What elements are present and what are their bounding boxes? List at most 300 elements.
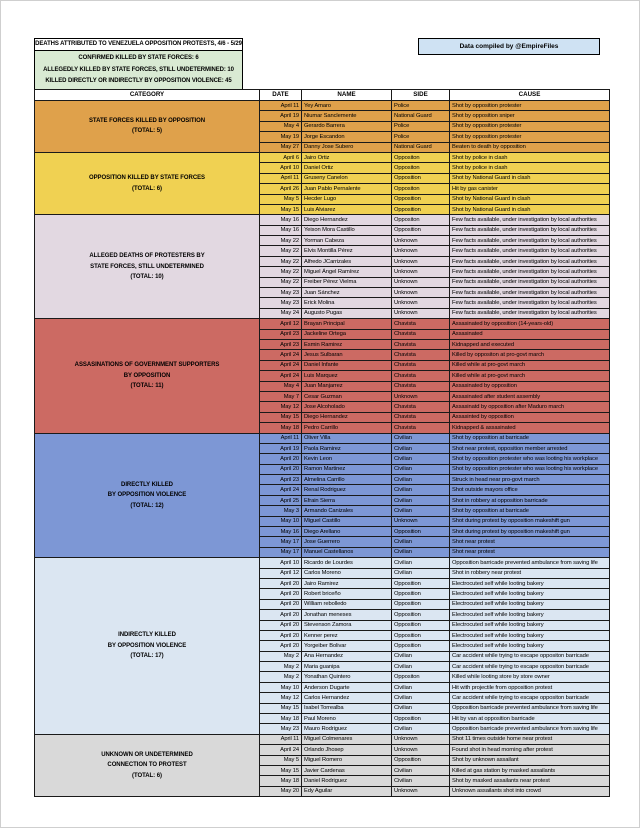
name-cell: William rebolledo [302,599,392,609]
name-cell: Luis Marquez [302,371,392,381]
side-cell: Oppositon [392,152,450,162]
name-cell: Elvis Montilla Pérez [302,246,392,256]
cause-cell: Shot outside mayors office [450,485,610,495]
cause-cell: Struck in head near pro-govt march [450,475,610,485]
category-line: UNKNOWN OR UNDETERMINED [101,751,193,758]
cause-cell: Assasinated by opposition (14-years-old) [450,319,610,329]
side-cell: National Guard [392,111,450,121]
date-cell: May 12 [260,693,302,703]
cause-cell: Shot by National Guard in clash [450,194,610,204]
category-line: (TOTAL: 10) [130,273,164,280]
category-line: (TOTAL: 11) [130,383,164,390]
cause-cell: Assasinated by opposition [450,381,610,391]
name-cell: Jonathan meneses [302,610,392,620]
cause-cell: Assasinatd by opposition after Maduro march [450,402,610,412]
cause-cell: Opposition barricade prevented ambulance from saving life [450,703,610,713]
date-cell: May 3 [260,506,302,516]
side-cell: Civilian [392,454,450,464]
side-cell: Civilian [392,443,450,453]
category-line: ASSASINATIONS OF GOVERNMENT SUPPORTERS [74,362,220,369]
date-cell: May 22 [260,236,302,246]
name-cell: Yey Amaro [302,101,392,111]
side-cell: Unknown [392,734,450,744]
cause-cell: Shot by opposition at barricade [450,433,610,443]
name-cell: Robert briceño [302,589,392,599]
date-cell: May 5 [260,755,302,765]
cause-cell: Shot by unknown assailant [450,755,610,765]
name-cell: Hecder Lugo [302,194,392,204]
side-cell: Unknown [392,256,450,266]
side-cell: Unknown [392,516,450,526]
date-cell: April 20 [260,641,302,651]
name-cell: Miguel Colmenares [302,734,392,744]
table-header [35,90,610,101]
name-cell: Carlos Moreno [302,568,392,578]
side-cell: Chavista [392,423,450,433]
cause-cell: Found shot in head morning after protest [450,745,610,755]
name-cell: Gruseny Canelon [302,173,392,183]
name-cell: Jorge Escandon [302,132,392,142]
side-cell: Chavista [392,319,450,329]
name-cell: Diego Hernandez [302,412,392,422]
side-cell: Chavista [392,381,450,391]
side-cell: Civilian [392,506,450,516]
date-cell: April 20 [260,578,302,588]
side-cell: Opposition [392,714,450,724]
date-cell: April 6 [260,152,302,162]
cause-cell: Shot by National Guard in clash [450,173,610,183]
category-line: STATE FORCES, STILL UNDETERMINED [90,263,204,270]
date-cell: April 10 [260,558,302,568]
category-line: BY OPPOSITION [123,372,171,379]
cause-cell: Shot by opposition protester [450,132,610,142]
side-cell: Unknown [392,267,450,277]
side-cell: Opposition [392,610,450,620]
date-cell: May 18 [260,776,302,786]
side-cell: Unknown [392,288,450,298]
cause-cell: Killed by oppositon at pro-govt march [450,350,610,360]
category-cell [35,101,260,153]
side-cell: Opposition [392,589,450,599]
side-cell: Chavista [392,339,450,349]
cause-cell: Few facts available, under investigation by local authorities [450,267,610,277]
category-cell [35,734,260,796]
table-header-row [35,90,610,101]
side-cell: Chavista [392,360,450,370]
stat-line-opposition-violence: KILLED DIRECTLY OR INDIRECTLY BY OPPOSITION VIOLENCE: 45 [45,78,232,84]
table-row [35,101,610,111]
side-cell: Civilian [392,537,450,547]
side-cell: Unknown [392,308,450,318]
cause-cell: Few facts available, under investigation by local authorities [450,308,610,318]
cause-cell: Electrocuted self while looting bakery [450,630,610,640]
side-cell: Opposition [392,755,450,765]
date-cell: May 23 [260,724,302,734]
cause-cell: Shot by opposition at barricade [450,506,610,516]
date-cell: May 17 [260,547,302,557]
side-cell: Civilian [392,662,450,672]
side-cell: Unknown [392,391,450,401]
name-cell: Paul Moreno [302,714,392,724]
date-cell: April 20 [260,620,302,630]
date-cell: April 24 [260,745,302,755]
name-cell: Stevenson Zamora [302,620,392,630]
cause-cell: Electrocuted self while looting bakery [450,610,610,620]
cause-cell: Assasinted by opposition [450,412,610,422]
date-cell: April 24 [260,371,302,381]
side-cell: Civilian [392,776,450,786]
name-cell: Renal Rodriguez [302,485,392,495]
side-cell: Opposition [392,225,450,235]
side-cell: Unknown [392,745,450,755]
date-cell: May 2 [260,672,302,682]
category-line: BY OPPOSITION VIOLENCE [107,492,187,499]
side-cell: Civilian [392,433,450,443]
credit-badge: Data compiled by @EmpireFiles [418,38,600,55]
cause-cell: Shot by police in clash [450,152,610,162]
category-line: (TOTAL: 5) [132,128,162,135]
cause-cell: Electrocuted self while looting bakery [450,589,610,599]
category-cell [35,433,260,558]
date-cell: May 10 [260,682,302,692]
side-cell: Civilian [392,724,450,734]
name-cell: Almelina Carrillo [302,475,392,485]
table-row [35,319,610,329]
category-line: (TOTAL: 17) [130,653,164,660]
side-cell: Civilian [392,495,450,505]
name-cell: Ana Hernandez [302,651,392,661]
name-cell: Efrain Sierra [302,495,392,505]
category-line: (TOTAL: 12) [130,502,164,509]
cause-cell: Beaten to death by opposition [450,142,610,152]
date-cell: May 24 [260,308,302,318]
category-line: (TOTAL: 6) [132,185,162,192]
side-cell: Chavista [392,329,450,339]
side-cell: Unknown [392,236,450,246]
category-line: (TOTAL: 6) [132,772,162,779]
date-cell: April 23 [260,475,302,485]
cause-cell: Car accident while trying to escape oppositon barricade [450,662,610,672]
date-cell: May 18 [260,714,302,724]
cause-cell: Killed at gas station by masked assailants [450,766,610,776]
cause-cell: Electrocuted self while looting bakery [450,620,610,630]
cause-cell: Electrocuted self while looting bakery [450,599,610,609]
date-cell: April 12 [260,319,302,329]
stat-line-confirmed: CONFIRMED KILLED BY STATE FORCES: 6 [78,55,199,61]
name-cell: Armando Canizales [302,506,392,516]
table-body [35,101,610,797]
name-cell: Yorgeiber Bolivar [302,641,392,651]
side-cell: Unknown [392,246,450,256]
date-cell: May 18 [260,423,302,433]
date-cell: May 15 [260,204,302,214]
cause-cell: Shot by opposition protester [450,121,610,131]
cause-cell: Shot by police in clash [450,163,610,173]
name-cell: Kenner perez [302,630,392,640]
name-cell: Pedro Carrillo [302,423,392,433]
name-cell: Mauro Rodriguez [302,724,392,734]
cause-cell: Unknown assailants shot into crowd [450,786,610,796]
name-cell: Niumar Sanclemente [302,111,392,121]
category-line: STATE FORCES KILLED BY OPPOSITION [88,118,206,125]
name-cell: Jose Alcoholado [302,402,392,412]
date-cell: May 2 [260,662,302,672]
date-cell: April 24 [260,350,302,360]
cause-cell: Shot by opposition protester who was looting his workplace [450,464,610,474]
category-line: INDIRECTLY KILLED [118,632,176,639]
date-cell: April 26 [260,184,302,194]
stat-line-alleged: ALLEGEDLY KILLED BY STATE FORCES, STILL UNDETERMINED: 10 [43,66,234,73]
name-cell: Cesar Guzman [302,391,392,401]
page-title: DEATHS ATTRIBUTED TO VENEZUELA OPPOSITION PROTESTS, 4/6 - 5/29 [34,38,243,51]
side-cell: Oppositon [392,672,450,682]
side-cell: Civilian [392,568,450,578]
column-header-side: SIDE [392,90,450,101]
date-cell: May 16 [260,225,302,235]
name-cell: Jairo Ortiz [302,152,392,162]
cause-cell: Shot near protest [450,547,610,557]
side-cell: Opposition [392,630,450,640]
column-header-category: CATEGORY [35,90,260,101]
name-cell: Diego Hernandez [302,215,392,225]
cause-cell: Car accident while trying to escape oppositon barricade [450,693,610,703]
side-cell: Opposition [392,527,450,537]
date-cell: May 4 [260,381,302,391]
cause-cell: Few facts available, under investigation by local authorities [450,225,610,235]
name-cell: Augusto Pugas [302,308,392,318]
cause-cell: Shot 11 times outside home near protest [450,734,610,744]
side-cell: Opposition [392,641,450,651]
name-cell: Miguel Ángel Ramírez [302,267,392,277]
name-cell: Jesus Sulbaran [302,350,392,360]
date-cell: May 16 [260,215,302,225]
side-cell: Civilian [392,651,450,661]
table-row [35,152,610,162]
side-cell: Civilian [392,703,450,713]
side-cell: Oppositon [392,184,450,194]
side-cell: National Guard [392,142,450,152]
date-cell: April 20 [260,454,302,464]
side-cell: Police [392,101,450,111]
cause-cell: Car accident while trying to escape oppositon barricade [450,651,610,661]
side-cell: Unknown [392,298,450,308]
date-cell: May 20 [260,786,302,796]
date-cell: May 19 [260,132,302,142]
name-cell: Ramon Martinez [302,464,392,474]
side-cell: Civilian [392,682,450,692]
category-cell [35,152,260,214]
side-cell: Chavista [392,350,450,360]
date-cell: May 17 [260,537,302,547]
table-row [35,215,610,225]
cause-cell: Electrocuted self while looting bakery [450,578,610,588]
category-cell [35,319,260,433]
name-cell: Juan Pablo Pernalente [302,184,392,194]
cause-cell: Kidnapped & assasinated [450,423,610,433]
name-cell: Kevin Leon [302,454,392,464]
cause-cell: Few facts available, under investigation by local authorities [450,236,610,246]
name-cell: Oliver Villa [302,433,392,443]
date-cell: April 11 [260,173,302,183]
date-cell: April 20 [260,610,302,620]
name-cell: Miguel Castillo [302,516,392,526]
date-cell: May 23 [260,298,302,308]
name-cell: Esmin Ramirez [302,339,392,349]
side-cell: Civilian [392,475,450,485]
side-cell: Civilian [392,485,450,495]
name-cell: Brayan Principal [302,319,392,329]
date-cell: May 7 [260,391,302,401]
cause-cell: Hit by gas canister [450,184,610,194]
cause-cell: Electrocuted self while looting bakery [450,641,610,651]
side-cell: Unknown [392,277,450,287]
date-cell: April 19 [260,111,302,121]
name-cell: Yonathan Quintero [302,672,392,682]
date-cell: May 4 [260,121,302,131]
name-cell: Alfredo JCarrizales [302,256,392,266]
name-cell: Juan Manjarrez [302,381,392,391]
category-line: BY OPPOSITION VIOLENCE [107,642,187,649]
cause-cell: Few facts available, under investigation by local authorities [450,288,610,298]
side-cell: Opposition [392,173,450,183]
name-cell: Yeison Mora Castillo [302,225,392,235]
cause-cell: Shot by National Guard in clash [450,204,610,214]
category-cell [35,558,260,735]
side-cell: Unknown [392,786,450,796]
side-cell: Opposition [392,599,450,609]
date-cell: April 20 [260,464,302,474]
date-cell: May 15 [260,766,302,776]
date-cell: April 23 [260,339,302,349]
cause-cell: Opposition barricade prevented ambulance from saving life [450,558,610,568]
cause-cell: Hit by van at opposition barricade [450,714,610,724]
cause-cell: Shot near protest [450,537,610,547]
table-row [35,433,610,443]
date-cell: April 11 [260,433,302,443]
date-cell: May 22 [260,256,302,266]
cause-cell: Shot by masked assailants near protest [450,776,610,786]
date-cell: April 24 [260,485,302,495]
side-cell: Civilian [392,464,450,474]
name-cell: Gerardo Barrera [302,121,392,131]
date-cell: April 19 [260,443,302,453]
name-cell: Anderson Dugarte [302,682,392,692]
date-cell: May 22 [260,277,302,287]
date-cell: April 12 [260,568,302,578]
side-cell: Opposition [392,204,450,214]
date-cell: May 2 [260,651,302,661]
name-cell: Manuel Castellanos [302,547,392,557]
name-cell: Javier Cardenas [302,766,392,776]
date-cell: May 5 [260,194,302,204]
cause-cell: Opposition barricade prevented ambulance from saving life [450,724,610,734]
cause-cell: Shot during protest by opposition makeshift gun [450,516,610,526]
side-cell: Oppositon [392,215,450,225]
cause-cell: Few facts available, under investigation by local authorities [450,215,610,225]
side-cell: Chavista [392,371,450,381]
name-cell: Jairo Ramirez [302,578,392,588]
cause-cell: Kidnapped and executed [450,339,610,349]
name-cell: Ricardo de Lourdes [302,558,392,568]
date-cell: April 20 [260,599,302,609]
name-cell: Daniel Infante [302,360,392,370]
date-cell: May 22 [260,267,302,277]
side-cell: Civilian [392,558,450,568]
date-cell: May 15 [260,703,302,713]
date-cell: May 27 [260,142,302,152]
date-cell: April 23 [260,329,302,339]
cause-cell: Shot by opposition protester [450,101,610,111]
side-cell: Opposition [392,194,450,204]
name-cell: Daniel Rodriguez [302,776,392,786]
cause-cell: Shot during protest by opposition makeshift gun [450,527,610,537]
cause-cell: Shot in robbery near protest [450,568,610,578]
category-line: ALLEGED DEATHS OF PROTESTERS BY [89,253,205,260]
name-cell: Jose Guerrero [302,537,392,547]
cause-cell: Assasinated [450,329,610,339]
table-row [35,734,610,744]
cause-cell: Killed while looting store by store owner [450,672,610,682]
cause-cell: Shot in robbery at opposition barricade [450,495,610,505]
name-cell: Luis Alviarez [302,204,392,214]
name-cell: Daniel Ortiz [302,163,392,173]
name-cell: Orlando Jhosep [302,745,392,755]
name-cell: Erick Molina [302,298,392,308]
cause-cell: Killed while at pro-govt march [450,371,610,381]
cause-cell: Killed while at pro-govt march [450,360,610,370]
side-cell: Civilian [392,766,450,776]
cause-cell: Few facts available, under investigation by local authorities [450,277,610,287]
date-cell: May 16 [260,527,302,537]
date-cell: April 24 [260,360,302,370]
date-cell: May 22 [260,246,302,256]
cause-cell: Few facts available, under investigation by local authorities [450,298,610,308]
date-cell: May 23 [260,288,302,298]
cause-cell: Assasinated after student assembly [450,391,610,401]
name-cell: Danny Jose Subero [302,142,392,152]
date-cell: April 10 [260,163,302,173]
date-cell: April 11 [260,734,302,744]
cause-cell: Few facts available, under investigation by local authorities [450,246,610,256]
date-cell: April 25 [260,495,302,505]
date-cell: April 11 [260,101,302,111]
side-cell: Opposition [392,620,450,630]
name-cell: Freiber Pérez Vielma [302,277,392,287]
side-cell: Civilian [392,693,450,703]
side-cell: Chavista [392,402,450,412]
column-header-cause: CAUSE [450,90,610,101]
date-cell: May 10 [260,516,302,526]
date-cell: April 20 [260,589,302,599]
name-cell: Miguel Romero [302,755,392,765]
category-line: OPPOSITION KILLED BY STATE FORCES [88,175,206,182]
deaths-table [34,89,610,797]
name-cell: Maria guanipa [302,662,392,672]
summary-stats-box [34,50,243,91]
side-cell: Police [392,132,450,142]
name-cell: Diego Arellano [302,527,392,537]
side-cell: Oppositon [392,163,450,173]
cause-cell: Shot near protest, opposition member arrested [450,443,610,453]
side-cell: Opposition [392,578,450,588]
category-cell [35,215,260,319]
date-cell: April 20 [260,630,302,640]
name-cell: Carlos Hernandez [302,693,392,703]
name-cell: Edy Aguilar [302,786,392,796]
date-cell: May 12 [260,402,302,412]
name-cell: Isabel Torrealba [302,703,392,713]
side-cell: Police [392,121,450,131]
